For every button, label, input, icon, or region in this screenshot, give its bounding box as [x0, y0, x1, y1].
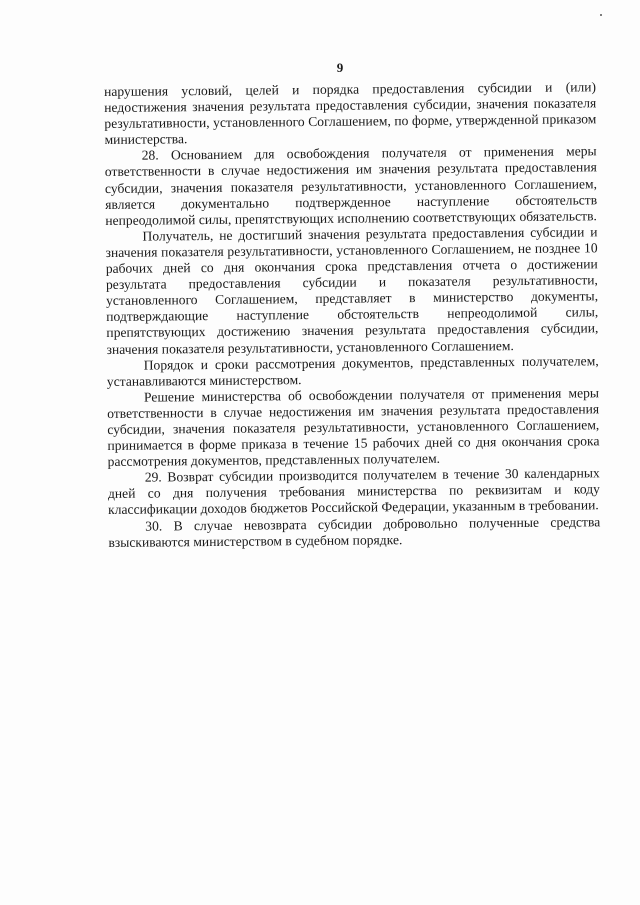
paragraph-procedure: Порядок и сроки рассмотрения документов, представленных получателем, устанавливаются министерством.	[106, 352, 599, 389]
document-body	[104, 79, 600, 550]
paragraph-recipient-documents: Получатель, не достигший значения результата предоставления субсидии и значения показателя результативности, установленного Соглашением, не позднее 10 рабочих дней со дня окончания срока представления отчета о достижении результата предоставления субсидии и показателя результативности, установленного Соглашением, представляет в министерство документы, подтверждающие наступление обстоятельств непреодолимой силы, препятствующих достижению значения результата предоставления субсидии, значения показателя результативности, установленного Соглашением.	[105, 224, 599, 357]
paragraph-decision: Решение министерства об освобождении получателя от применения меры ответственности в случае недостижения им значения результата предоставления субсидии, значения показателя результативности, установленного Соглашением, принимается в форме приказа в течение 15 рабочих дней со дня окончания срока рассмотрения документов, представленных получателем.	[107, 385, 600, 470]
paragraph-30: 30. В случае невозврата субсидии добровольно полученные средства взыскиваются министерством в судебном порядке.	[108, 513, 601, 550]
paragraph-continuation: нарушения условий, целей и порядка предоставления субсидии и (или) недостижения значения результата предоставления субсидии, значения показателя результативности, установленного Соглашением, по форме, утвержденной приказом министерства.	[104, 79, 597, 148]
scan-speck	[600, 14, 602, 16]
paragraph-29: 29. Возврат субсидии производится получателем в течение 30 календарных дней со дня получения требования министерства по реквизитам и коду классификации доходов бюджетов Российской Федерации, указанным в требовании.	[107, 465, 600, 518]
paragraph-28: 28. Основанием для освобождения получателя от применения меры ответственности в случае недостижения им значения результата предоставления субсидии, значения показателя результативности, установленного Соглашением, является документально подтвержденное наступление обстоятельств непреодолимой силы, препятствующих исполнению соответствующих обязательств.	[104, 143, 598, 228]
page-number: 9	[336, 60, 344, 75]
